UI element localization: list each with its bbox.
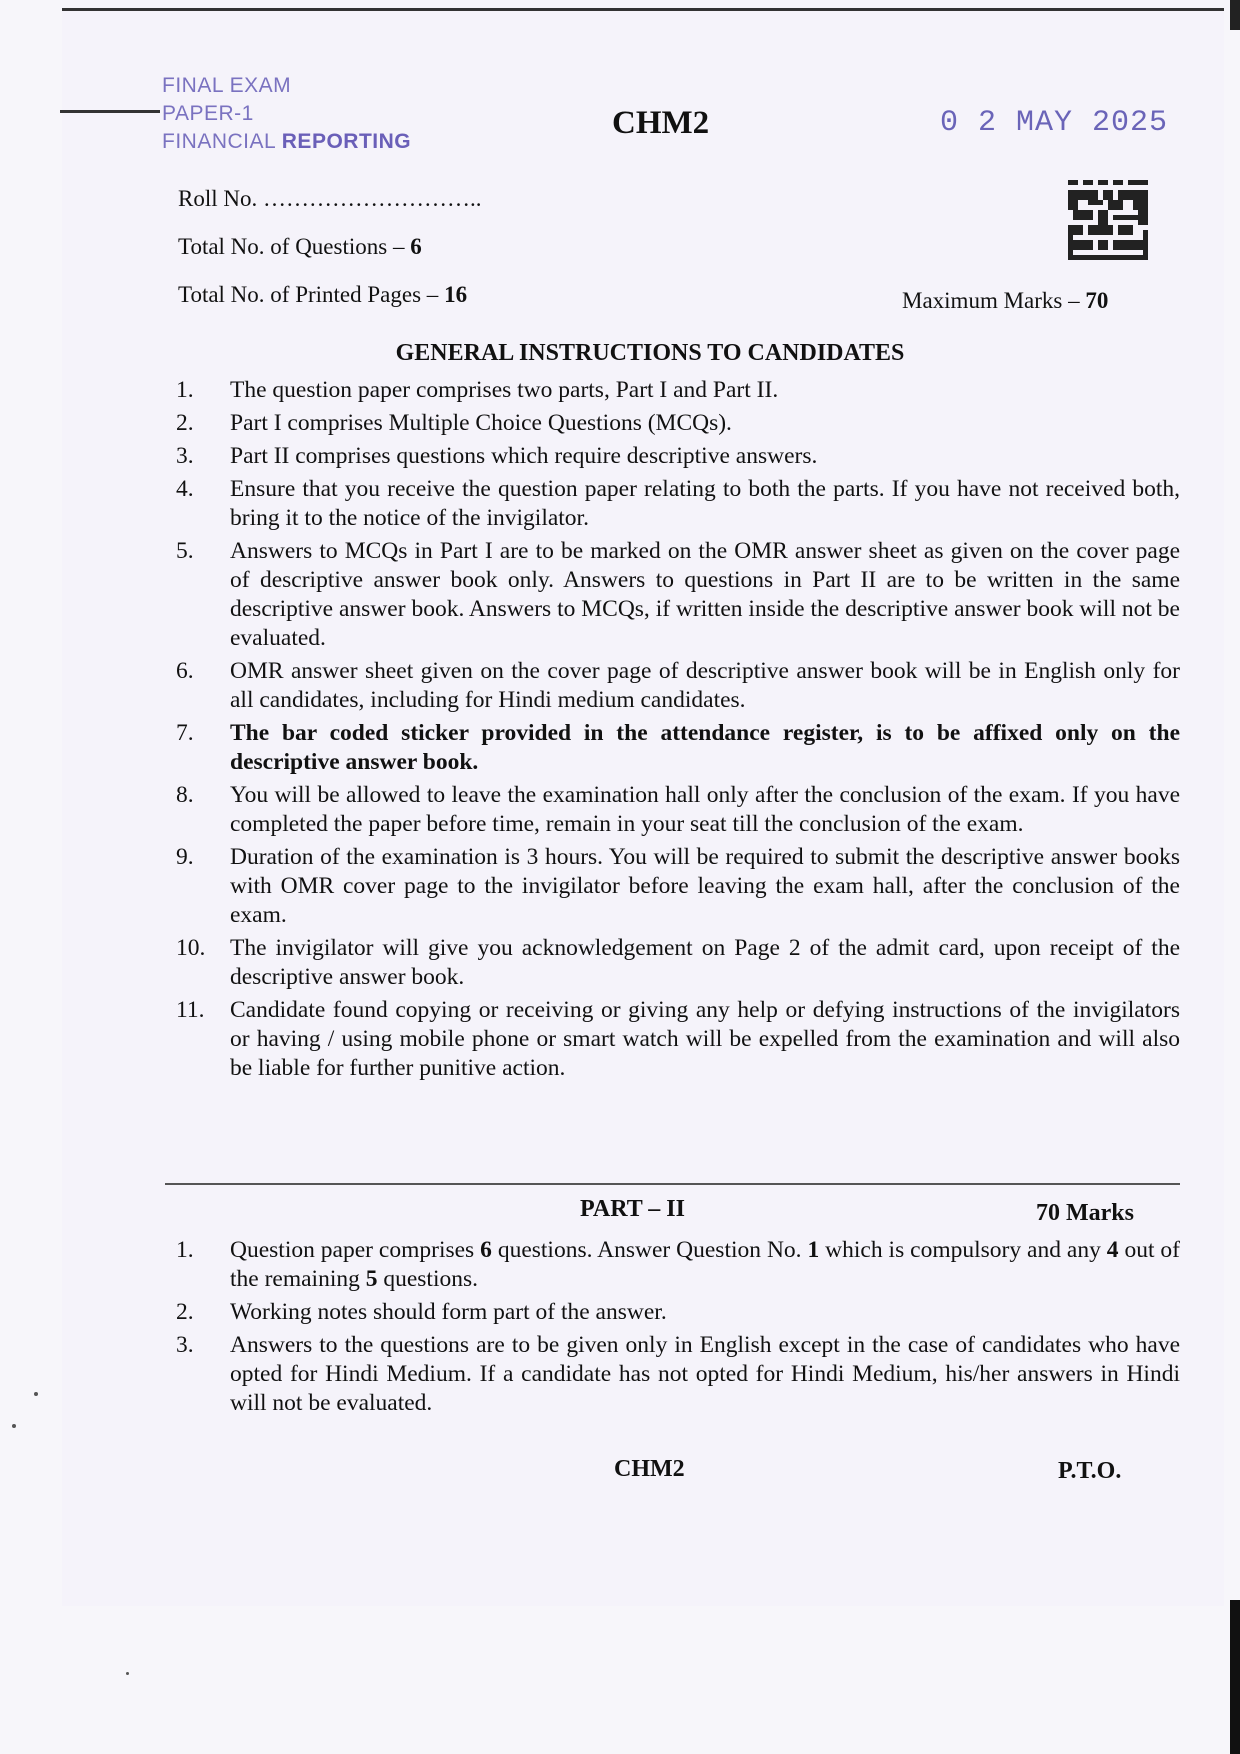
instruction-item [170,719,1180,777]
date-stamp: 0 2 MAY 2025 [940,106,1169,140]
scan-edge-top [1230,0,1240,30]
part-ii-bold: 5 [365,1266,378,1292]
roll-number-line: Roll No. ……………………….. [178,186,482,211]
part-ii-marks: 70 Marks [1036,1200,1134,1226]
scan-speck [12,1424,16,1428]
general-instructions-list [170,376,1180,1087]
part-ii-text: which is compulsory and any [819,1237,1107,1263]
instruction-item [170,934,1180,992]
stamp-word-reporting: REPORTING [281,130,412,153]
instruction-text: You will be allowed to leave the examination hall only after the conclusion of the exam. If you have completed the paper before time, remain in your seat till the conclusion of the exam. [230,782,1180,837]
part-ii-title: PART – II [580,1196,685,1222]
scan-speck [126,1672,129,1675]
part-ii-text: out of the remaining [230,1237,1181,1292]
instruction-text: Ensure that you receive the question paper relating to both the parts. If you have not received both, bring it to the notice of the invigilator. [230,476,1180,531]
part-ii-text: Working notes should form part of the answer. [230,1299,667,1325]
stamp-line-1: FINAL EXAM [162,74,292,97]
instruction-text: Part I comprises Multiple Choice Questions (MCQs). [230,410,732,436]
part-ii-item [170,1236,1180,1294]
instruction-item [170,442,1180,471]
instruction-number: 5. [176,538,194,564]
part-ii-number: 3. [176,1332,194,1358]
instruction-text: The bar coded sticker provided in the attendance register, is to be affixed only on the descriptive answer book. [230,720,1180,775]
total-questions [178,234,422,260]
instruction-text: The invigilator will give you acknowledgement on Page 2 of the admit card, upon receipt of the descriptive answer book. [230,935,1180,990]
qr-code-icon [1068,180,1148,260]
maximum-marks-label: Maximum Marks – [902,288,1086,313]
instruction-text: The question paper comprises two parts, Part I and Part II. [230,377,779,403]
exam-stamp [162,72,411,156]
printed-pages-label: Total No. of Printed Pages – [178,282,445,307]
instruction-item [170,996,1180,1083]
instruction-item [170,376,1180,405]
part-ii-text: questions. [377,1266,479,1292]
part-ii-bold: 1 [807,1237,820,1263]
total-questions-value: 6 [410,234,422,259]
instruction-number: 3. [176,443,194,469]
please-turn-over: P.T.O. [1058,1458,1122,1484]
part-ii-item [170,1298,1180,1327]
scan-edge [1230,1600,1240,1754]
stamp-line-3 [162,128,411,156]
instruction-number: 7. [176,720,194,746]
instruction-item [170,475,1180,533]
stamp-line-2: PAPER-1 [162,102,254,125]
instruction-number: 8. [176,782,194,808]
instruction-item [170,537,1180,653]
instruction-item [170,781,1180,839]
part-ii-number: 1. [176,1237,194,1263]
total-questions-label: Total No. of Questions – [178,234,411,259]
instruction-text: OMR answer sheet given on the cover page of descriptive answer book will be in English only for all candidates, including for Hindi medium candidates. [230,658,1180,713]
part-ii-item [170,1331,1180,1418]
instruction-number: 9. [176,844,194,870]
part-ii-text: Answers to the questions are to be given only in English except in the case of candidates who have opted for Hindi Medium. If a candidate has not opted for Hindi Medium, his/her answers in Hindi will not be evaluated. [230,1332,1180,1416]
instruction-text: Part II comprises questions which require descriptive answers. [230,443,818,469]
instruction-number: 4. [176,476,194,502]
stamp-rule [60,110,160,113]
section-divider [165,1183,1180,1185]
instruction-text: Duration of the examination is 3 hours. You will be required to submit the descriptive answer books with OMR cover page to the invigilator before leaving the exam hall, after the conclusion of the exam. [230,844,1180,928]
part-ii-bold: 4 [1106,1237,1119,1263]
instruction-item [170,843,1180,930]
instruction-number: 11. [176,997,205,1023]
maximum-marks [902,288,1108,314]
instruction-number: 1. [176,377,194,403]
instruction-number: 10. [176,935,206,961]
scan-speck [34,1392,38,1396]
paper-code: CHM2 [612,105,710,141]
instruction-text: Candidate found copying or receiving or giving any help or defying instructions of the invigilators or having / using mobile phone or smart watch will be expelled from the examination and will also be liable for further punitive action. [230,997,1180,1081]
instruction-item [170,409,1180,438]
part-ii-text: Question paper comprises [230,1237,481,1263]
part-ii-number: 2. [176,1299,194,1325]
maximum-marks-value: 70 [1085,288,1109,313]
instruction-item [170,657,1180,715]
printed-pages [178,282,467,308]
part-ii-bold: 6 [480,1237,492,1263]
instruction-text: Answers to MCQs in Part I are to be marked on the OMR answer sheet as given on the cover page of descriptive answer book only. Answers to questions in Part II are to be written in the same descriptive answer book. Answers to MCQs, if written inside the descriptive answer book will not be evaluated. [230,538,1180,651]
printed-pages-value: 16 [444,282,468,307]
footer-paper-code: CHM2 [614,1456,685,1482]
instruction-number: 2. [176,410,194,436]
instruction-number: 6. [176,658,194,684]
general-instructions-title: GENERAL INSTRUCTIONS TO CANDIDATES [395,340,905,366]
stamp-word-financial: FINANCIAL [162,130,276,153]
part-ii-text: questions. Answer Question No. [491,1237,808,1263]
part-ii-instructions-list [170,1236,1180,1422]
